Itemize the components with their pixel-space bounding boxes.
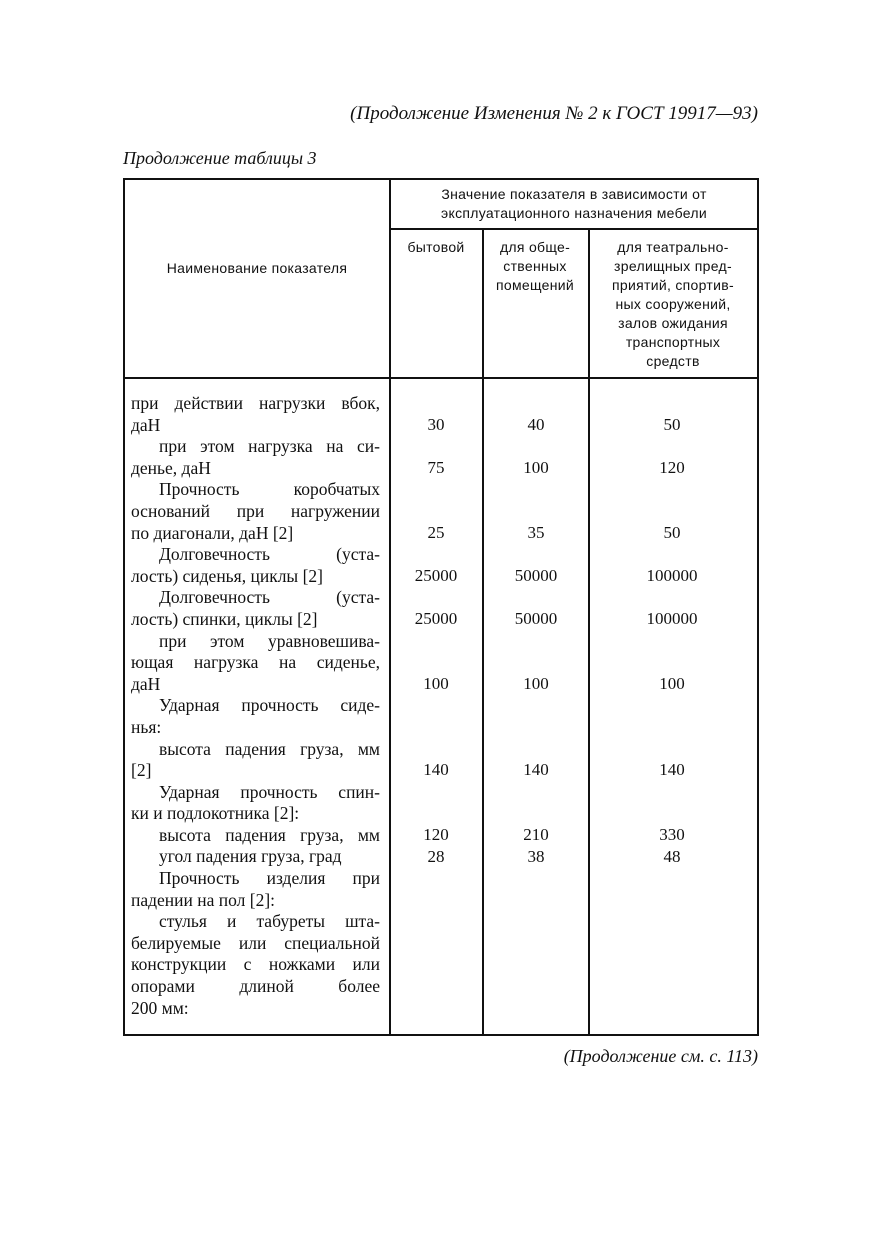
table-divider-header	[124, 377, 758, 379]
indicator-names	[131, 393, 380, 1019]
table-cell-value: 140	[423, 760, 449, 780]
table-cell-value: 40	[527, 414, 545, 434]
document-header-note: (Продолжение Изменения № 2 к ГОСТ 19917—93)	[350, 103, 758, 124]
indicator-line: при действии нагрузки вбок,	[131, 393, 380, 413]
table-cell-value: 100	[423, 673, 449, 693]
indicator-line: конструкции с ножками или	[131, 954, 380, 975]
indicator-line: при этом уравновешива-	[159, 630, 380, 651]
table-cell-value: 100	[659, 673, 685, 693]
indicator-line: при этом нагрузка на си-	[159, 436, 380, 457]
table-cell-value: 48	[663, 846, 681, 866]
indicator-line: Ударная прочность спин-	[159, 781, 380, 802]
table-cell-value: 100	[523, 673, 549, 693]
table-cell-value: 330	[659, 825, 685, 844]
indicator-line: по диагонали, даН [2]	[131, 522, 294, 543]
indicator-line: 200 мм:	[131, 997, 189, 1018]
group-header: Значение показателя в зависимости от эксплуатационного назначения мебели	[441, 186, 707, 221]
indicator-line: Прочность изделия при	[159, 868, 380, 889]
table-cell-value: 120	[659, 457, 685, 477]
indicator-line: даН	[131, 673, 161, 694]
indicator-line: [2]	[131, 760, 152, 781]
column-header-public: для обще- ственных помещений	[496, 239, 574, 293]
indicator-line: падении на пол [2]:	[131, 889, 276, 910]
table-cell-value: 120	[423, 825, 449, 844]
indicator-line: стулья и табуреты шта-	[159, 911, 380, 932]
indicator-line: ющая нагрузка на сиденье,	[131, 652, 380, 673]
column-header-household: бытовой	[407, 239, 465, 255]
table-cell-value: 140	[659, 760, 685, 780]
table-divider-col1	[482, 229, 484, 1035]
table-cell-value: 100000	[646, 609, 698, 628]
table-cell-value: 35	[527, 522, 545, 542]
table-cell-value: 100000	[646, 565, 698, 585]
table-cell-value: 38	[527, 846, 545, 866]
indicator-line: Ударная прочность сиде-	[159, 695, 380, 716]
indicator-line: высота падения груза, мм	[159, 738, 380, 759]
indicator-line: Прочность коробчатых	[159, 479, 380, 500]
indicator-line: даН	[131, 414, 161, 435]
indicator-line: лость) сиденья, циклы [2]	[131, 565, 323, 586]
table-cell-value: 140	[523, 760, 549, 780]
table-cell-value: 25000	[414, 609, 458, 628]
table-cell-value: 25	[427, 522, 445, 542]
indicator-line: оснований при нагружении	[131, 500, 380, 521]
table-caption: Продолжение таблицы 3	[123, 148, 317, 168]
column-header-theatre: для театрально- зрелищных пред- приятий, спортив- ных сооружений, залов ожидания транспортных средств	[612, 239, 734, 369]
indicator-line: Долговечность (уста-	[159, 587, 380, 608]
table-cell-value: 75	[427, 457, 445, 477]
table-cell-value: 30	[427, 414, 445, 434]
continuation-note: (Продолжение см. с. 113)	[563, 1046, 758, 1066]
table-divider-name	[389, 179, 391, 1035]
table-cell-value: 50	[663, 414, 681, 434]
indicator-line: высота падения груза, мм	[159, 824, 380, 845]
indicator-line: белируемые или специальной	[131, 932, 380, 953]
indicator-line: угол падения груза, град	[159, 846, 342, 867]
table-cell-value: 50000	[514, 609, 558, 628]
table-divider-group	[390, 228, 758, 230]
indicator-line: Долговечность (уста-	[159, 544, 380, 565]
table-cell-value: 28	[427, 846, 445, 866]
indicator-line: денье, даН	[131, 457, 211, 478]
table-cell-value: 50000	[514, 565, 558, 585]
table-cell-value: 50	[663, 522, 681, 542]
indicator-line: ки и подлокотника [2]:	[131, 803, 300, 824]
table-cell-value: 210	[523, 825, 549, 844]
column-header-name: Наименование показателя	[166, 260, 348, 276]
indicator-line: опорами длиной более	[131, 976, 380, 997]
indicator-line: нья:	[131, 716, 162, 737]
indicator-line: лость) спинки, циклы [2]	[131, 608, 318, 629]
table-cell-value: 100	[523, 457, 549, 477]
table-cell-value: 25000	[414, 565, 458, 585]
